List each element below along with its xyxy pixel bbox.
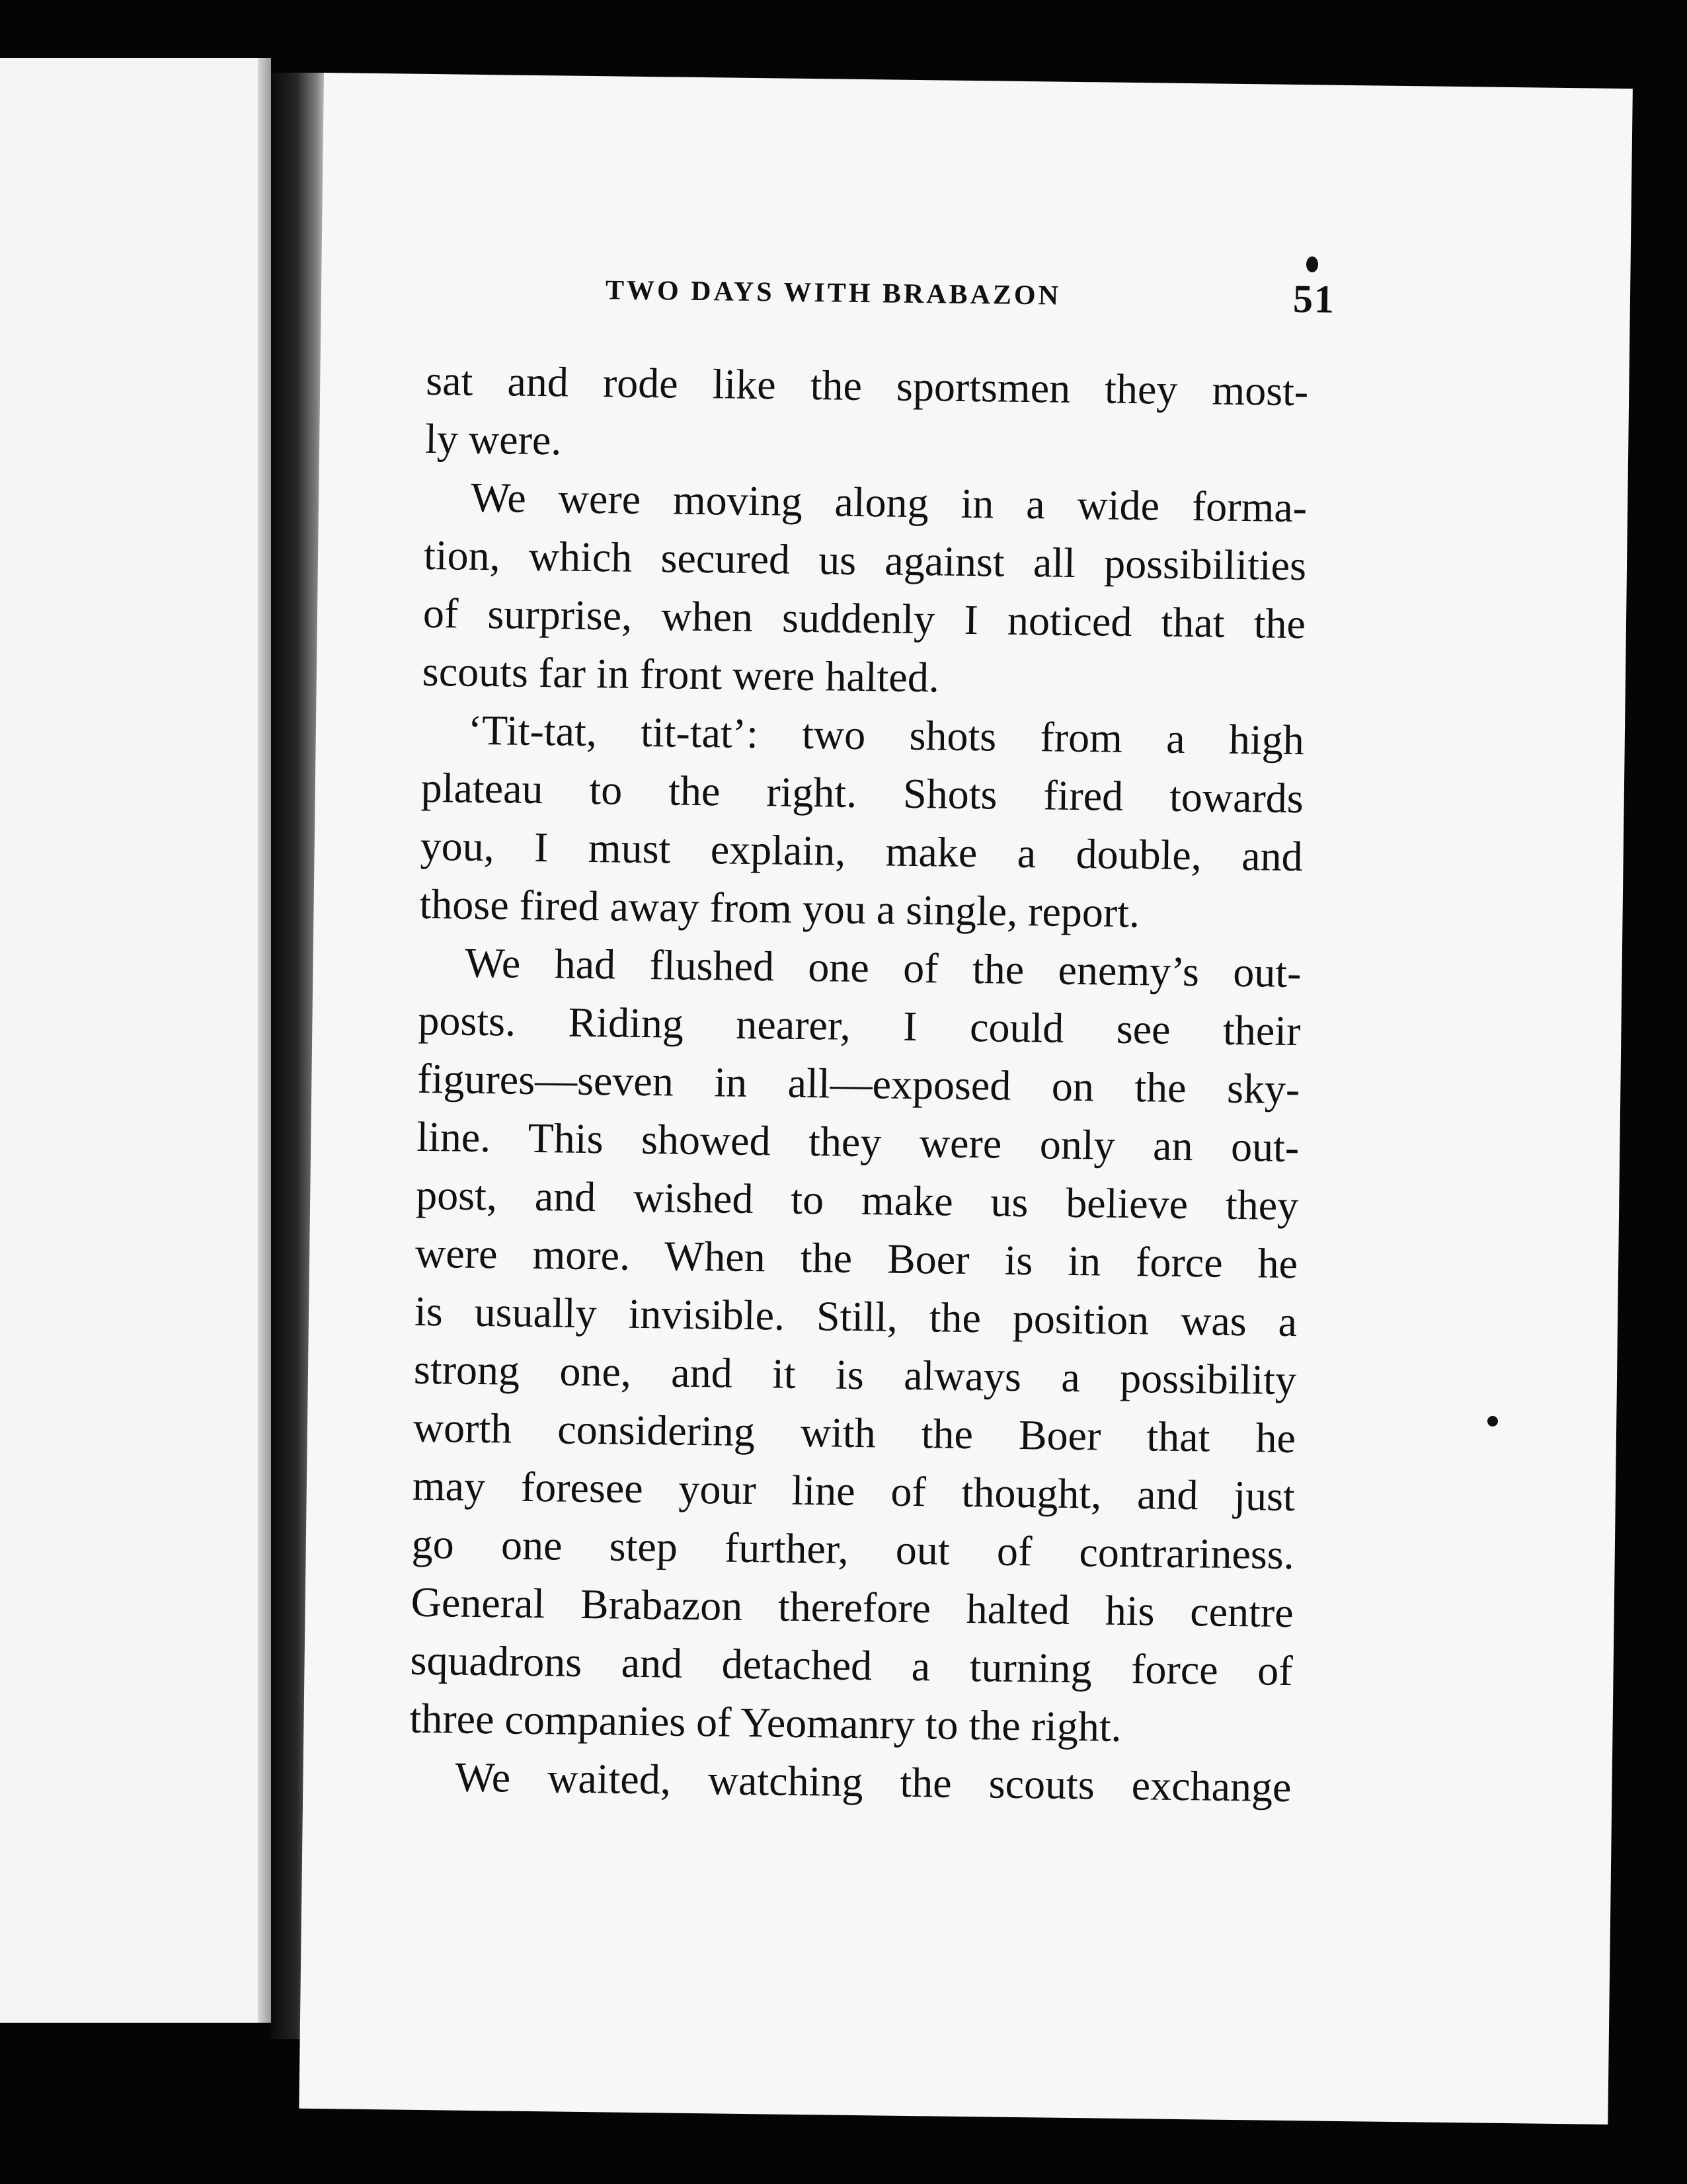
text-line: scouts far in front were halted. — [422, 647, 940, 701]
text-line: ly were. — [424, 414, 562, 464]
text-line: those fired away from you a single, report. — [419, 880, 1140, 937]
body-text — [409, 352, 1309, 1816]
facing-page-left — [0, 58, 264, 2023]
text-line: We waited, watching the scouts exchange — [455, 1753, 1292, 1811]
running-head-title: TWO DAYS WITH BRABAZON — [605, 275, 1062, 311]
text-line: strong one, and it is always a possibility — [413, 1345, 1297, 1404]
text-line: go one step further, out of contrariness. — [411, 1520, 1295, 1579]
text-line: you, I must explain, make a double, and — [420, 822, 1304, 880]
text-line: General Brabazon therefore halted his centre — [411, 1578, 1294, 1637]
page-number: 51 — [1292, 276, 1336, 321]
text-line: is usually invisible. Still, the position was a — [414, 1287, 1298, 1346]
text-line: plateau to the right. Shots fired towards — [420, 763, 1304, 822]
text-line: post, and wished to make us believe they — [415, 1171, 1299, 1229]
text-line: figures—seven in all—exposed on the sky- — [416, 1054, 1300, 1113]
text-line: ‘Tit-tat, tit-tat’: two shots from a high — [467, 706, 1305, 764]
page-right — [299, 73, 1632, 2125]
ink-spot-mark — [1487, 1416, 1498, 1426]
text-line: were more. When the Boer is in force he — [414, 1229, 1298, 1288]
left-page-gutter — [258, 58, 271, 2023]
text-line: sat and rode like the sportsmen they most- — [425, 356, 1309, 415]
text-line: of surprise, when suddenly I noticed that the — [422, 589, 1306, 648]
text-line: line. This showed they were only an out- — [416, 1112, 1300, 1171]
text-line: We had flushed one of the enemy’s out- — [465, 939, 1302, 997]
text-line: We were moving along in a wide forma- — [470, 473, 1308, 531]
text-line: worth considering with the Boer that he — [412, 1403, 1296, 1462]
text-line: three companies of Yeomanry to the right. — [409, 1694, 1122, 1750]
running-head — [605, 274, 1531, 321]
text-line: tion, which secured us against all possibilities — [423, 531, 1307, 590]
text-line: squadrons and detached a turning force of — [410, 1636, 1294, 1695]
text-line: may foresee your line of thought, and just — [412, 1462, 1296, 1520]
text-line: posts. Riding nearer, I could see their — [418, 996, 1301, 1055]
ink-spot-mark — [1306, 256, 1318, 272]
